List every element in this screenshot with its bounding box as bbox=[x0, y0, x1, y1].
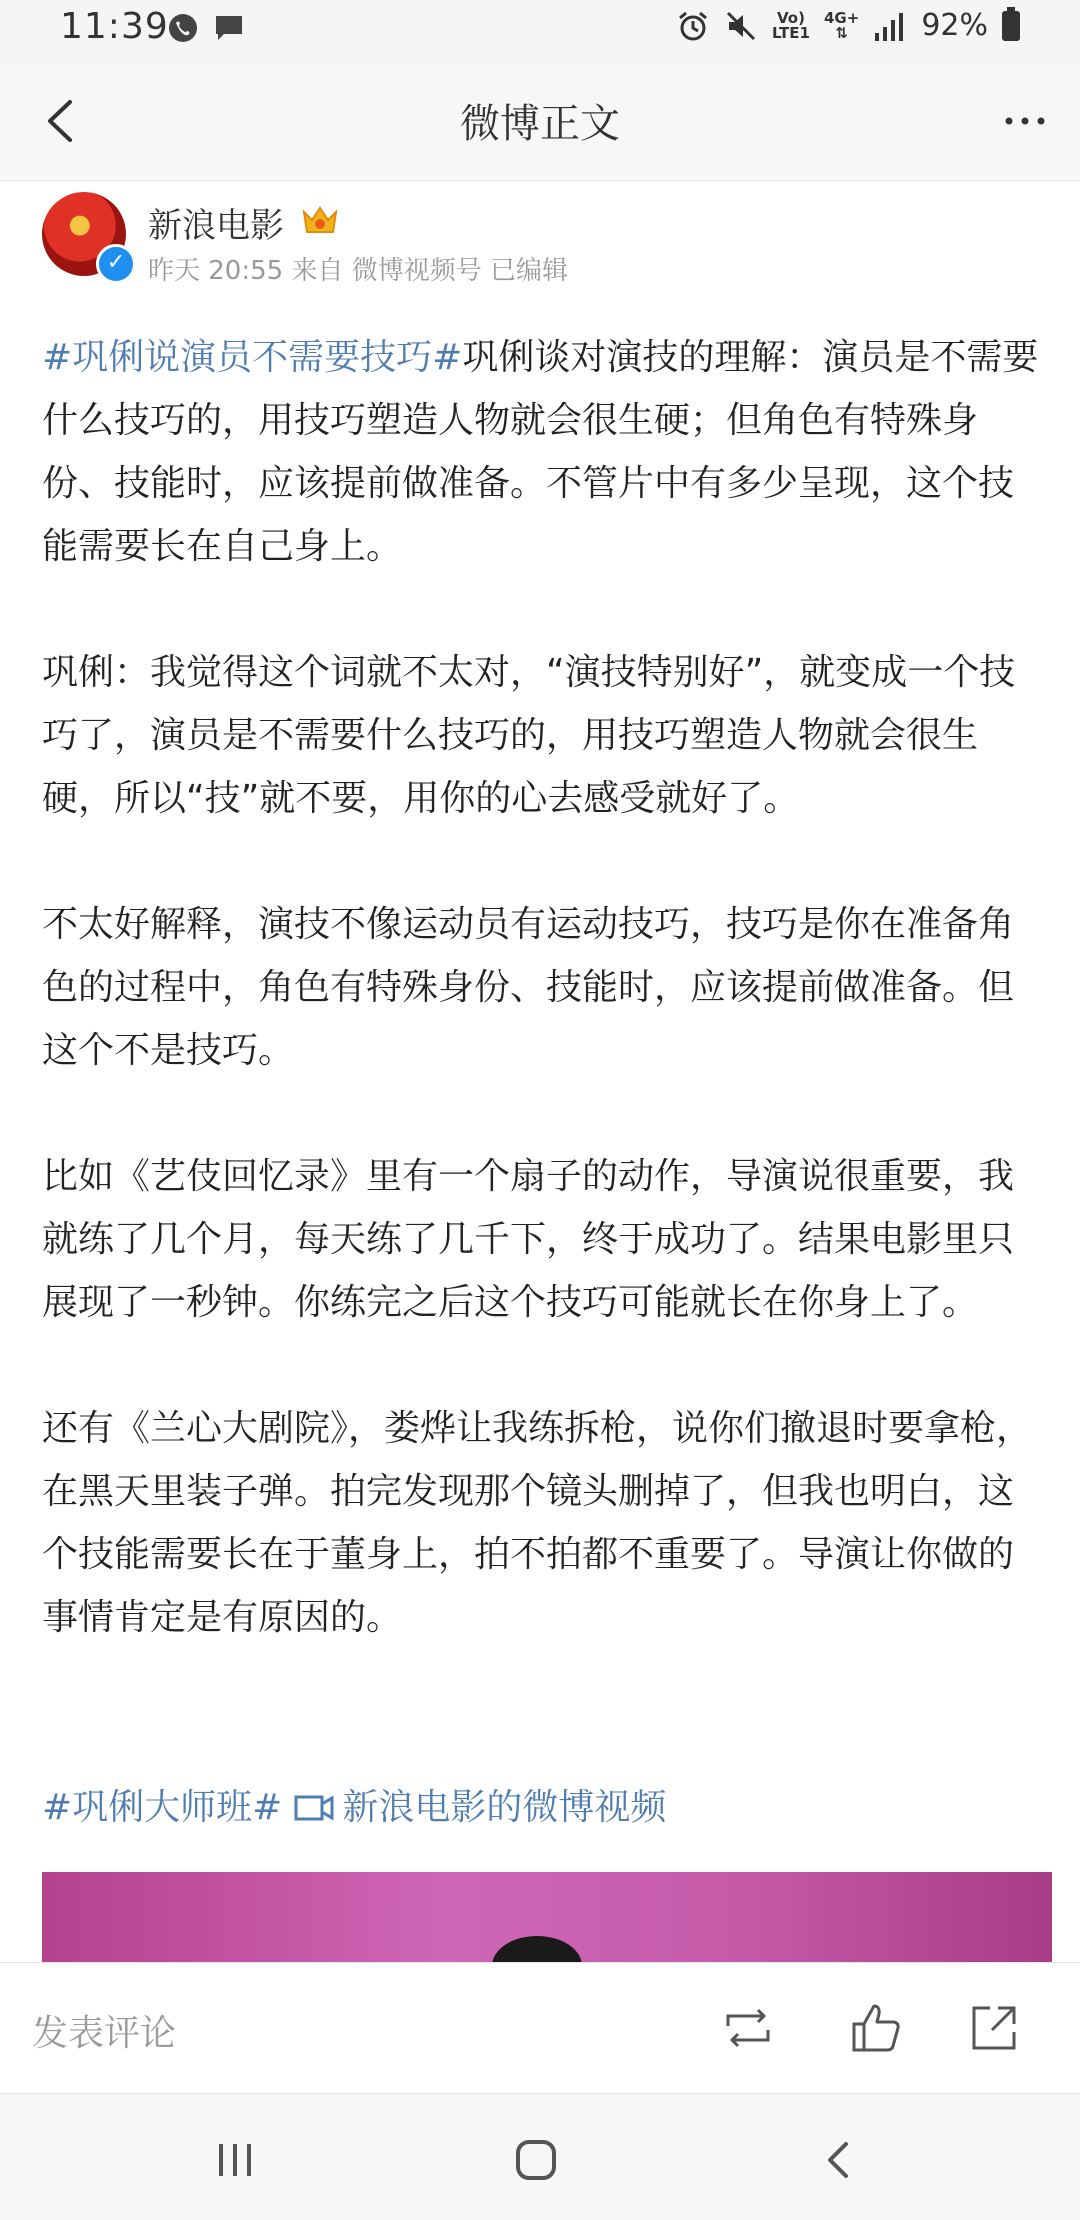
recent-apps-icon[interactable] bbox=[205, 2130, 265, 2190]
status-bar bbox=[0, 0, 1080, 62]
status-right bbox=[676, 8, 1020, 43]
battery-icon bbox=[1002, 11, 1020, 41]
post-paragraph bbox=[42, 326, 1042, 578]
like-icon[interactable] bbox=[846, 1998, 906, 2058]
share-icon[interactable] bbox=[964, 1998, 1024, 2058]
status-time: 11:39 bbox=[60, 6, 169, 47]
post-tags bbox=[42, 1776, 666, 1839]
comment-input[interactable]: 发表评论 bbox=[32, 2013, 177, 2054]
post-paragraph: 不太好解释，演技不像运动员有运动技巧，技巧是你在准备角色的过程中，角色有特殊身份、技能时，应该提前做准备。但这个不是技巧。 bbox=[42, 904, 1015, 1071]
author-header bbox=[42, 192, 1042, 292]
video-thumbnail[interactable] bbox=[42, 1872, 1052, 1962]
video-link[interactable]: 新浪电影的微博视频 bbox=[342, 1787, 667, 1828]
data-arrows-icon: ⇅ bbox=[835, 23, 848, 42]
hashtag-link[interactable]: #巩俐说演员不需要技巧# bbox=[42, 337, 463, 378]
status-notification-icons bbox=[165, 10, 247, 46]
network-volte bbox=[771, 8, 810, 42]
post-meta: 昨天 20:55 来自 微博视频号 已编辑 bbox=[148, 256, 568, 286]
network-type-label: 4G+ bbox=[823, 8, 860, 27]
paragraph-text: 巩俐谈对演技的理解：演员是不需要什么技巧的，用技巧塑造人物就会很生硬；但角色有特殊身份、技能时，应该提前做准备。不管片中有多少呈现，这个技能需要长在自己身上。 bbox=[42, 337, 1039, 567]
video-figure bbox=[492, 1936, 582, 1962]
hashtag-link[interactable]: #巩俐大师班# bbox=[42, 1787, 283, 1828]
verified-icon: ✓ bbox=[96, 244, 136, 284]
network-volte-bottom: LTE1 bbox=[771, 23, 810, 42]
signal-icon bbox=[873, 11, 907, 41]
crown-icon[interactable] bbox=[300, 202, 340, 238]
system-nav bbox=[0, 2094, 1080, 2220]
video-icon bbox=[294, 1792, 334, 1824]
repost-icon[interactable] bbox=[718, 1998, 778, 2058]
network-volte-top: Vo) bbox=[777, 8, 805, 27]
nav-bar bbox=[0, 62, 1080, 181]
post-paragraph: 比如《艺伎回忆录》里有一个扇子的动作，导演说很重要，我就练了几个月，每天练了几千下，终于成功了。结果电影里只展现了一秒钟。你练完之后这个技巧可能就长在你身上了。 bbox=[42, 1156, 1015, 1323]
home-icon[interactable] bbox=[506, 2130, 566, 2190]
message-notification-icon bbox=[211, 10, 247, 46]
post-paragraph: 巩俐：我觉得这个词就不太对，“演技特别好”，就变成一个技巧了，演员是不需要什么技巧的，用技巧塑造人物就会很生硬，所以“技”就不要，用你的心去感受就好了。 bbox=[42, 652, 1016, 819]
more-icon[interactable] bbox=[992, 88, 1058, 154]
page-title: 微博正文 bbox=[460, 101, 620, 147]
action-bar bbox=[0, 1962, 1080, 2094]
post-paragraph: 还有《兰心大剧院》，娄烨让我练拆枪，说你们撤退时要拿枪，在黑天里装子弹。拍完发现那个镜头删掉了，但我也明白，这个技能需要长在于董身上，拍不拍都不重要了。导演让你做的事情肯定是有原因的。 bbox=[42, 1408, 1033, 1638]
network-type bbox=[823, 8, 860, 42]
post-body bbox=[42, 326, 1042, 1712]
author-name[interactable]: 新浪电影 bbox=[148, 206, 284, 246]
mute-icon bbox=[724, 9, 758, 43]
battery-percent: 92% bbox=[921, 8, 988, 43]
alarm-icon bbox=[676, 9, 710, 43]
phone-notification-icon bbox=[165, 10, 201, 46]
system-back-icon[interactable] bbox=[810, 2130, 870, 2190]
